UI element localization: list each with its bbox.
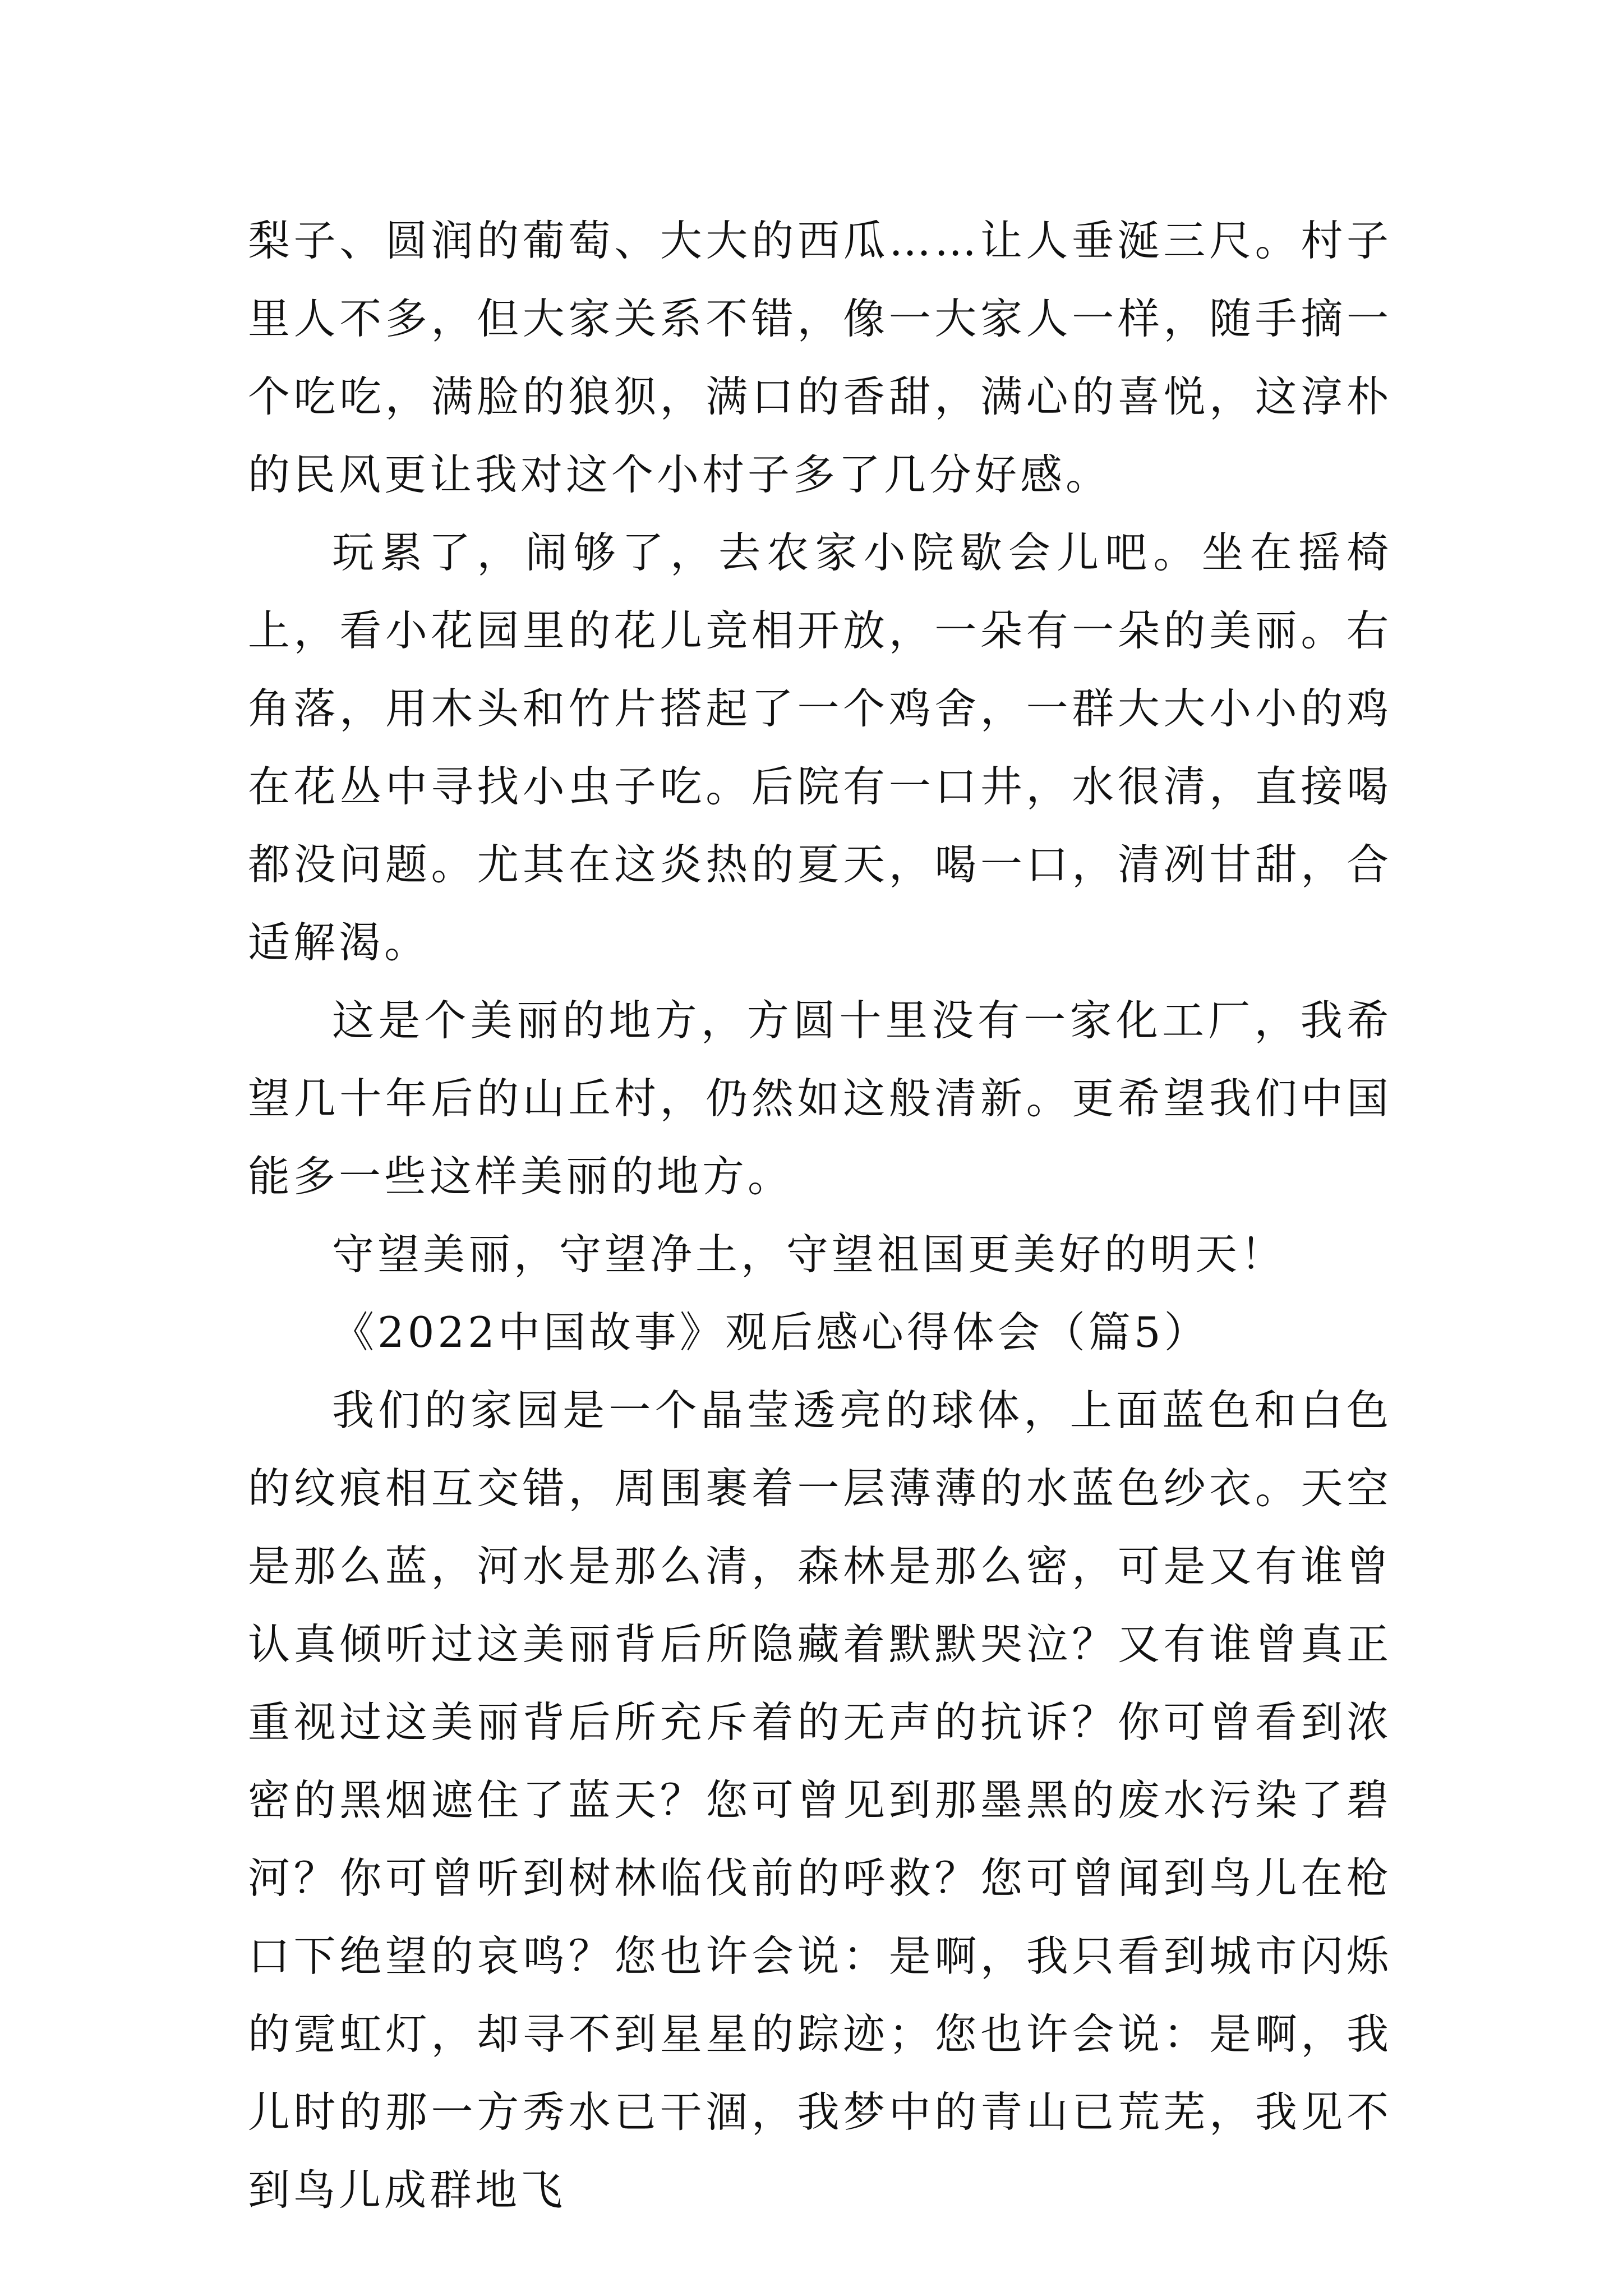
paragraph-beautiful-place: 这是个美丽的地方，方圆十里没有一家化工厂，我希望几十年后的山丘村，仍然如这般清新。更希望我们中国能多一些这样美丽的地方。 [248,996,1392,1201]
section-heading: 《2022中国故事》观后感心得体会（篇5） [332,1308,1210,1357]
paragraph-continuation: 梨子、圆润的葡萄、大大的西瓜……让人垂涎三尺。村子里人不多，但大家关系不错，像一大家人一样，随手摘一个吃吃，满脸的狼狈，满口的香甜，满心的喜悦，这淳朴的民风更让我对这个小村子多了几分好感。 [248,216,1392,499]
paragraph-farmyard: 玩累了，闹够了，去农家小院歇会儿吧。坐在摇椅上，看小花园里的花儿竞相开放，一朵有一朵的美丽。右角落，用木头和竹片搭起了一个鸡舍，一群大大小小的鸡在花丛中寻找小虫子吃。后院有一口井，水很清，直接喝都没问题。尤其在这炎热的夏天，喝一口，清冽甘甜，合适解渴。 [248,528,1392,967]
document-body [248,202,1392,2229]
paragraph-closing-line: 守望美丽，守望净土，守望祖国更美好的明天！ [332,1230,1287,1279]
paragraph-our-home: 我们的家园是一个晶莹透亮的球体，上面蓝色和白色的纹痕相互交错，周围裹着一层薄薄的水蓝色纱衣。天空是那么蓝，河水是那么清，森林是那么密，可是又有谁曾认真倾听过这美丽背后所隐藏着默默哭泣？又有谁曾真正重视过这美丽背后所充斥着的无声的抗诉？你可曾看到浓密的黑烟遮住了蓝天？您可曾见到那墨黑的废水污染了碧河？你可曾听到树林临伐前的呼救？您可曾闻到鸟儿在枪口下绝望的哀鸣？您也许会说：是啊，我只看到城市闪烁的霓虹灯，却寻不到星星的踪迹；您也许会说：是啊，我儿时的那一方秀水已干涸，我梦中的青山已荒芜，我见不到鸟儿成群地飞 [248,1386,1392,2215]
